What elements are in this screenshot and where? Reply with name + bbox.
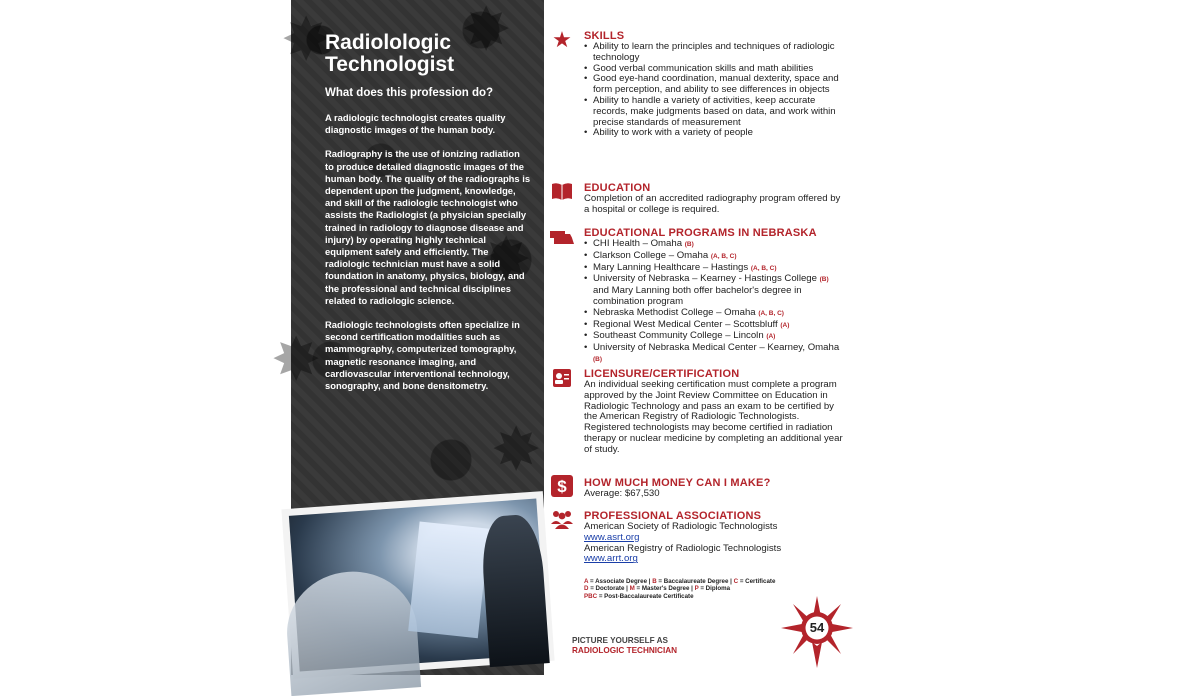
background-star-icon: ✸ [481,226,532,293]
licensure-text: An individual seeking certification must complete a program approved by the Joint Review Committee on Education in Radiologic Technology and pass an exam to be certified by the American Registry of Radiologic Technologists. Registered technologists may become certified in radiation therapy or nuclear medicine by completing an additional year of study. [584,379,843,455]
list-item: • Good verbal communication skills and math abilities [584,64,846,75]
list-item: • Ability to learn the principles and techniques of radiologic technology [584,42,846,64]
associations-heading: PROFESSIONAL ASSOCIATIONS [584,510,762,522]
skills-list [584,42,846,139]
profession-question: What does this profession do? [325,87,494,99]
list-item: • Regional West Medical Center – Scottsbluff (A) [584,320,846,332]
association-name: American Society of Radiologic Technologists [584,521,778,532]
profession-description [325,112,531,404]
page-number-badge [781,596,853,668]
star-icon: ★ [552,27,572,52]
education-text: Completion of an accredited radiography program offered by a hospital or college is required. [584,193,841,215]
xray-photo-image [289,499,547,672]
average-salary: Average: $67,530 [584,488,660,499]
footer-line-1: PICTURE YOURSELF AS [572,636,668,645]
legend-line-3: PBC = Post-Baccalaureate Certificate [584,592,694,600]
background-star-icon: ✸ [491,416,542,483]
footer-caption [572,636,677,656]
background-star-icon: ✸ [281,6,332,73]
background-star-icon: ✸ [271,326,322,393]
skills-heading: SKILLS [584,30,625,42]
description-paragraph-3: Radiologic technologists often specialize in second certification modalities such as mammography, computerized tomography, magnetic resonance imaging, and cardiovascular interventional technology, sonography, and bone densitometry. [325,319,520,392]
asrt-link[interactable]: www.asrt.org [584,531,640,543]
associations-list [584,522,846,565]
description-paragraph-1: A radiologic technologist creates quality diagnostic images of the human body. [325,112,506,136]
degree-badge: (A, B, C) [750,264,777,272]
xray-photo [281,491,554,679]
page-number: 54 [809,620,825,635]
svg-text:$: $ [557,477,567,496]
list-item: • Good eye-hand coordination, manual dexterity, space and form perception, and ability to see differences in objects [584,74,846,96]
right-column [550,0,908,675]
association-name: American Registry of Radiologic Technologists [584,542,782,554]
book-icon [550,181,574,205]
legend-line-1: A = Associate Degree | B = Baccalaureate Degree | C = Certificate [584,578,776,585]
background-star-icon: ✸ [461,0,512,63]
programs-heading: EDUCATIONAL PROGRAMS IN NEBRASKA [584,227,817,239]
left-panel [271,0,544,675]
page-title [325,32,525,76]
list-item: • University of Nebraska Medical Center – Kearney, Omaha (B) [584,343,846,366]
list-item: • CHI Health – Omaha (B) [584,239,846,251]
licensure-heading: LICENSURE/CERTIFICATION [584,368,740,380]
money-heading: HOW MUCH MONEY CAN I MAKE? [584,477,771,489]
programs-list [584,239,846,366]
list-item: • Clarkson College – Omaha (A, B, C) [584,251,846,263]
degree-badge: (A) [780,321,790,329]
list-item: • University of Nebraska – Kearney - Hastings College (B) and Mary Lanning both offer bachelor's degree in combination program [584,274,846,307]
id-card-icon [550,368,574,392]
footer-line-2: RADIOLOGIC TECHNICIAN [572,646,678,655]
list-item: • Southeast Community College – Lincoln (A) [584,331,846,343]
dollar-icon [550,475,574,499]
photo-technologist [479,513,549,667]
degree-badge: (B) [819,276,829,284]
people-group-icon [550,509,574,533]
arrt-link[interactable]: www.arrt.org [584,553,638,565]
title-line-2: Technologist [325,53,455,76]
nebraska-map-icon [550,226,574,250]
education-heading: EDUCATION [584,182,651,194]
list-item: • Ability to handle a variety of activities, keep accurate records, make judgments based on data, and work within precise standards of measurement [584,96,846,128]
degree-badge: (B) [593,355,603,363]
degree-badge: (A) [766,333,776,341]
list-item: • Mary Lanning Healthcare – Hastings (A, B, C) [584,263,846,275]
photo-xray-film [408,521,489,638]
brochure-page [271,0,908,675]
description-paragraph-2: Radiography is the use of ionizing radiation to produce detailed diagnostic images of the human body. The quality of the radiographs is dependent upon the judgment, knowledge, and skill of the radiologic technologist who assists the Radiologist (a physician specially trained in radiology to diagnose disease and injury) by operating highly technical equipment safely and efficiently. The radiologic technician must have a solid foundation in anatomy, physics, biology, and the professional and technical disciplines related to radiologic science. [325,148,531,306]
degree-badge: (A, B, C) [758,309,784,317]
legend-line-2: D = Doctorate | M = Master's Degree | P = Diploma [584,585,731,593]
photo-patient [283,567,421,696]
title-line-1: Radiolologic [325,31,451,54]
list-item: • Ability to work with a variety of people [584,128,846,139]
list-item: • Nebraska Methodist College – Omaha (A, B, C) [584,308,846,320]
degree-badge: (A, B, C) [710,252,737,260]
degree-badge: (B) [684,241,694,248]
